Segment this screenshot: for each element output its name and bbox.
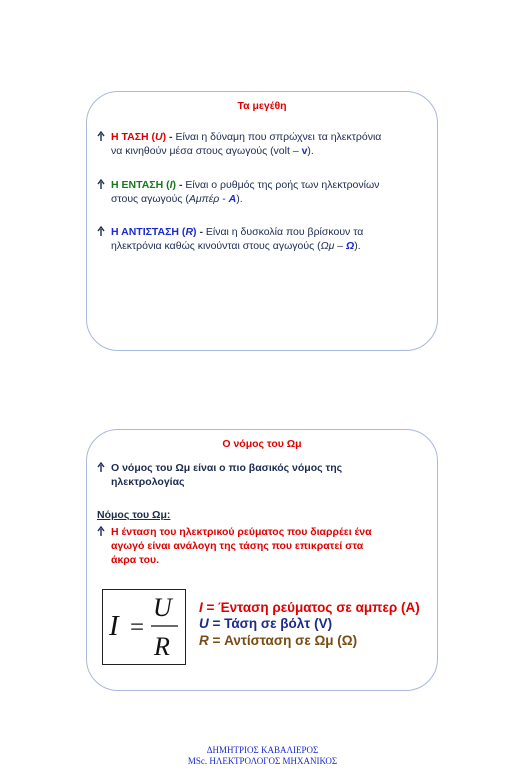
arrow-bullet-icon [97,462,105,472]
formula-lhs: I [109,610,119,642]
arrow-bullet-icon [97,226,105,236]
unit: Ω [346,240,355,252]
symbol: U [155,131,163,143]
list-item-voltage [97,130,423,158]
slide-ohms-law [86,429,438,691]
term: Η ΕΝΤΑΣΗ ( [111,179,170,191]
slide-quantities [86,91,438,351]
description: Είναι η δυσκολία που βρίσκουν τα [205,226,364,238]
description: Είναι η δύναμη που σπρώχνει τα ηλεκτρόνια [175,131,382,143]
dash: - [196,226,206,238]
legend-text: = Αντίσταση σε Ωμ (Ω) [208,633,358,648]
description-cont: ηλεκτρόνια καθώς κινούνται στους αγωγούς ( [111,240,321,252]
end: ). [354,240,361,252]
slide-title: Ο νόμος του Ωμ [222,438,302,450]
term-close: ) [162,131,167,143]
term: Η ΑΝΤΙΣΤΑΣΗ ( [111,226,186,238]
law-line: άκρα του. [111,554,160,566]
symbol: I [169,179,173,191]
term-close: ) [172,179,177,191]
unit-name: Ωμ [320,240,335,252]
law-line: αγωγό είναι ανάλογη της τάσης που επικρατεί στα [111,540,364,552]
law-statement [97,525,423,567]
intro-item [97,461,423,489]
law-line: Η ένταση του ηλεκτρικού ρεύματος που διαρρέει ένα [111,526,372,538]
law-heading: Νόμος του Ωμ: [97,509,171,521]
formula-numerator: U [153,593,172,622]
end: ). [236,193,243,205]
formula-equals: = [130,614,145,641]
legend-voltage [199,616,332,632]
ohms-law-formula [102,589,186,665]
legend-text: = Ένταση ρεύματος σε αμπερ (A) [202,600,420,615]
list-item-current [97,178,423,206]
author-name: ΔΗΜΗΤΡΙΟΣ ΚΑΒΑΛΙΕΡΟΣ [206,745,319,755]
symbol: R [185,226,194,238]
list-item-resistance [97,225,423,253]
term: Η ΤΑΣΗ ( [111,131,156,143]
legend-symbol: R [199,633,209,648]
legend-text: = Τάση σε βόλτ (V) [208,616,333,631]
description-cont: να κινηθούν μέσα στους αγωγούς (volt – [111,145,302,157]
intro-text: Ο νόμος του Ωμ είναι ο πιο βασικός νόμος της [111,462,343,474]
end: ). [307,145,314,157]
slide-title: Τα μεγέθη [237,100,287,112]
arrow-bullet-icon [97,179,105,189]
unit: v [301,145,308,157]
intro-text-cont: ηλεκτρολογίας [111,476,185,488]
legend-symbol: U [199,616,209,631]
term-close: ) [193,226,197,238]
legend-resistance [199,633,357,649]
unit: A [228,193,237,205]
description-cont: στους αγωγούς ( [111,193,189,205]
dash: - [176,179,186,191]
description: Είναι ο ρυθμός της ροής των ηλεκτρονίων [185,179,380,191]
formula-denominator: R [154,632,170,661]
legend-symbol: I [199,600,203,615]
dash: - [166,131,176,143]
arrow-bullet-icon [97,526,105,536]
unit-sep: - [219,193,229,205]
unit-sep: – [334,240,347,252]
author-title: MSc. ΗΛΕΚΤΡΟΛΟΓΟΣ ΜΗΧΑΝΙΚΟΣ [187,756,338,766]
footer-author [0,745,525,767]
unit-name: Αμπέρ [188,193,220,205]
arrow-bullet-icon [97,131,105,141]
legend-current [199,600,420,616]
